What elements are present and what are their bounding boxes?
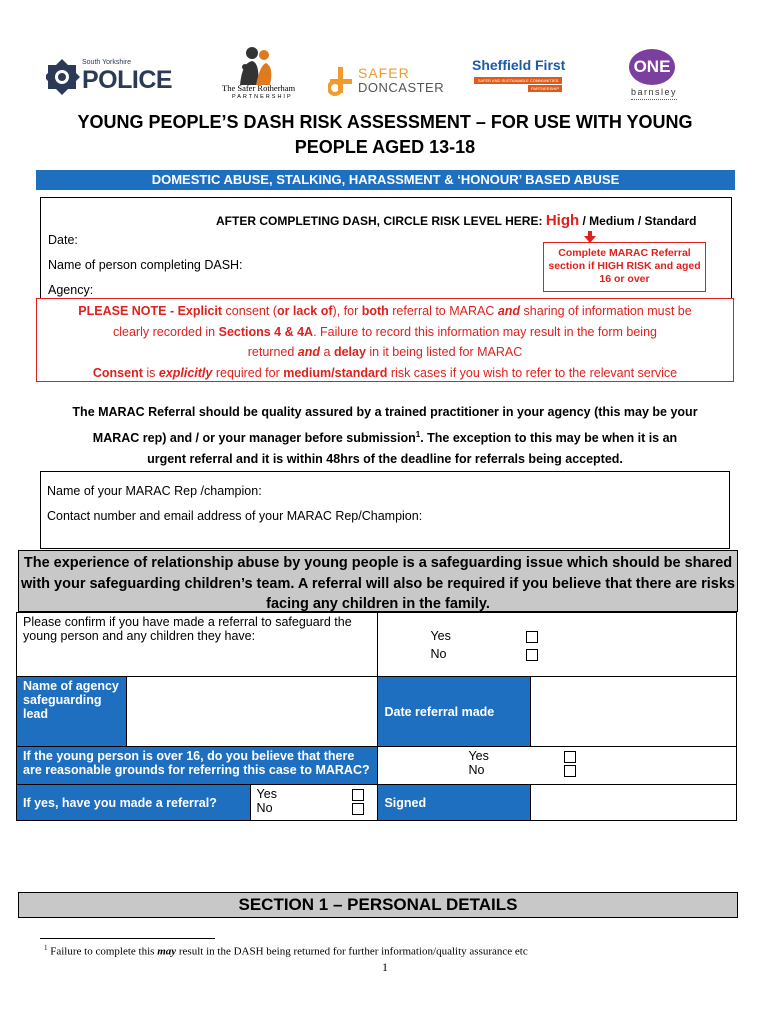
- marac-referral-note: Complete MARAC Referral section if HIGH RISK and aged 16 or over: [543, 242, 706, 292]
- marac-grounds-no-label: No: [468, 763, 485, 777]
- page-title-line2: PEOPLE AGED 13-18: [294, 137, 476, 157]
- footnote: $^1$ Failure to complete this may result in the DASH being returned for further information/quality assurance etc: [44, 944, 528, 958]
- rotherham-logo-text: The Safer Rotherham: [222, 83, 296, 93]
- sheffield-logo-text: Sheffield First: [472, 57, 566, 73]
- section-1-title: SECTION 1 – PERSONAL DETAILS: [18, 892, 738, 918]
- page-number: 1: [382, 960, 388, 974]
- doncaster-logo-top: SAFER: [358, 65, 410, 81]
- referral-made-no-checkbox[interactable]: [352, 803, 364, 815]
- safeguarding-lead-input[interactable]: [126, 677, 378, 747]
- marac-rep-box: [40, 471, 730, 549]
- risk-level-line: [216, 212, 697, 229]
- sheffield-logo-sub2: PARTNERSHIP: [528, 85, 562, 92]
- marac-grounds-no-checkbox[interactable]: [564, 765, 576, 777]
- date-referral-label: Date referral made: [378, 677, 531, 747]
- police-logo-text: POLICE: [82, 66, 173, 94]
- marac-grounds-options: [378, 747, 737, 785]
- date-referral-input[interactable]: [531, 677, 737, 747]
- partner-logos: [0, 45, 770, 115]
- agency-field-label: Agency:: [48, 283, 94, 297]
- doncaster-mark-icon: [328, 67, 354, 97]
- rotherham-logo-subtext: PARTNERSHIP: [232, 94, 293, 100]
- referral-form-table: [16, 612, 737, 821]
- referral-made-yes-checkbox[interactable]: [352, 789, 364, 801]
- one-barnsley-logo: [625, 49, 685, 107]
- referral-made-question: If yes, have you made a referral?: [17, 785, 251, 821]
- marac-grounds-question: If the young person is over 16, do you believe that there are reasonable grounds for referring this case to MARAC?: [17, 747, 378, 785]
- page-title-line1: YOUNG PEOPLE’S DASH RISK ASSESSMENT – FOR USE WITH YOUNG: [77, 112, 693, 132]
- footnote-reference[interactable]: 1: [415, 429, 421, 439]
- risk-level-instruction: AFTER COMPLETING DASH, CIRCLE RISK LEVEL HERE:: [216, 214, 543, 228]
- signed-input[interactable]: [531, 785, 737, 821]
- safeguarding-lead-label: Name of agency safeguarding lead: [17, 677, 127, 747]
- marac-rep-contact-label: Contact number and email address of your MARAC Rep/Champion:: [47, 509, 423, 523]
- marac-rep-name-label: Name of your MARAC Rep /champion:: [47, 484, 262, 498]
- referral-made-yes-label: Yes: [256, 787, 277, 801]
- safeguard-referral-options: [378, 613, 737, 677]
- safeguard-no-checkbox[interactable]: [526, 649, 538, 661]
- safer-rotherham-logo: [218, 45, 298, 105]
- barnsley-logo-rule: [631, 99, 677, 103]
- south-yorkshire-police-logo: [46, 57, 171, 97]
- referral-made-options: [250, 785, 378, 821]
- police-logo-small-text: South Yorkshire: [82, 59, 132, 66]
- marac-grounds-yes-checkbox[interactable]: [564, 751, 576, 763]
- assessor-name-field-label: Name of person completing DASH:: [48, 258, 243, 272]
- sheffield-first-logo: [470, 57, 570, 97]
- barnsley-logo-text: barnsley: [631, 87, 678, 97]
- safer-doncaster-logo: [328, 65, 443, 101]
- quality-assurance-text: The MARAC Referral should be quality assured by a trained practitioner in your agency (this may be your MARAC rep) and / or your manager before submission$^1$. The exception to this may be when it is an urgent referral and it is within 48hrs of the deadline for referrals being accepted.: [72, 405, 698, 467]
- safeguard-no-label: No: [430, 647, 447, 661]
- signed-label: Signed: [378, 785, 531, 821]
- risk-level-high[interactable]: High: [545, 212, 580, 229]
- one-logo-mark: ONE: [629, 49, 675, 85]
- risk-level-medium-standard[interactable]: / Medium / Standard: [582, 214, 697, 228]
- safeguard-yes-checkbox[interactable]: [526, 631, 538, 643]
- consent-note-box: PLEASE NOTE - Explicit consent (or lack of), for both referral to MARAC and sharing of information must be clearly recorded in Sections 4 & 4A. Failure to record this information may result in the form being returned and a delay in it being listed for MARAC Consent is explicitly required for medium/standard risk cases if you wish to refer to the relevant service: [36, 298, 734, 382]
- footnote-divider: [40, 938, 215, 939]
- sheffield-logo-sub1: SAFER AND SUSTAINABLE COMMUNITIES: [474, 77, 562, 84]
- safeguarding-notice: The experience of relationship abuse by young people is a safeguarding issue which should be shared with your safeguarding children’s team. A referral will also be required if you believe that there are risks facing any children in the family.: [18, 550, 738, 612]
- doncaster-logo-bottom: DONCASTER: [358, 80, 445, 95]
- referral-made-no-label: No: [256, 801, 273, 815]
- safeguard-referral-question: Please confirm if you have made a referral to safeguard the young person and any children they have:: [17, 613, 378, 677]
- date-field-label: Date:: [48, 233, 78, 247]
- marac-grounds-yes-label: Yes: [468, 749, 489, 763]
- page-title: [40, 110, 730, 160]
- safeguard-yes-label: Yes: [430, 629, 451, 643]
- abuse-types-banner: DOMESTIC ABUSE, STALKING, HARASSMENT & ‘HONOUR’ BASED ABUSE: [36, 170, 735, 190]
